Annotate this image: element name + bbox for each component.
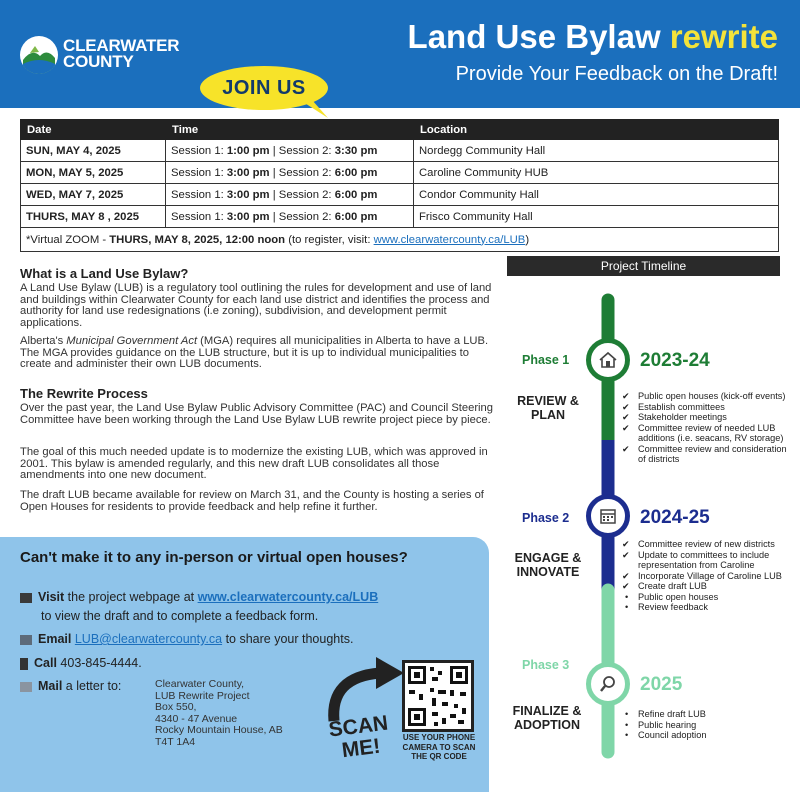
session-location: Caroline Community HUB xyxy=(414,162,779,184)
sessions-table xyxy=(20,119,779,252)
column-header-location: Location xyxy=(414,120,779,140)
qr-caption: USE YOUR PHONE CAMERA TO SCAN THE QR CODE xyxy=(402,733,476,761)
list-item: ✔ Public open houses (kick-off events) xyxy=(622,391,792,402)
phase-2-list xyxy=(622,539,792,613)
session-location: Frisco Community Hall xyxy=(414,206,779,228)
table-row xyxy=(21,140,779,162)
phase-1-year: 2023-24 xyxy=(640,350,710,371)
list-item: ✔ Incorporate Village of Caroline LUB xyxy=(622,571,792,582)
phase-2-year: 2024-25 xyxy=(640,507,710,528)
list-item: • Refine draft LUB xyxy=(622,709,792,720)
house-icon xyxy=(586,338,630,382)
mailing-address xyxy=(155,679,283,748)
logo-line-1: CLEARWATER xyxy=(63,36,180,55)
session-date: THURS, MAY 8 , 2025 xyxy=(21,206,166,228)
list-item: ✔ Create draft LUB xyxy=(622,581,792,592)
magnifier-icon xyxy=(586,662,630,706)
page-title xyxy=(408,18,778,56)
virtual-session-cell: *Virtual ZOOM - THURS, MAY 8, 2025, 12:00 noon (to register, visit: www.clearwatercounty.ca/LUB) xyxy=(21,228,779,252)
list-item: ✔ Stakeholder meetings xyxy=(622,412,792,423)
join-us-bubble: JOIN US xyxy=(200,66,328,110)
session-times: Session 1: 3:00 pm | Session 2: 6:00 pm xyxy=(166,206,414,228)
rewrite-paragraph-2: The goal of this much needed update is to modernize the existing LUB, which was approved in 2001. This bylaw is amended regularly, and this new draft LUB consolidates all those amendments into one new document. xyxy=(20,446,488,482)
phase-2-name: ENGAGE & INNOVATE xyxy=(514,551,582,579)
calendar-icon xyxy=(586,494,630,538)
phase-2-label: Phase 2 xyxy=(522,511,570,525)
address-line: 4340 - 47 Avenue xyxy=(155,712,238,725)
phase-3-label: Phase 3 xyxy=(522,658,570,672)
phone-icon xyxy=(20,658,28,670)
phase-1-label: Phase 1 xyxy=(522,353,570,367)
session-times: Session 1: 1:00 pm | Session 2: 3:30 pm xyxy=(166,140,414,162)
county-logo-icon xyxy=(20,36,58,74)
county-logo-text xyxy=(63,38,179,70)
address-line: LUB Rewrite Project xyxy=(155,689,250,702)
rewrite-paragraph-3: The draft LUB became available for review on March 31, and the County is hosting a series of Open Houses for residents to provide feedback and help refine it further. xyxy=(20,489,484,513)
rewrite-paragraph-1: Over the past year, the Land Use Bylaw Public Advisory Committee (PAC) and Council Steering Committee have been working through the Land Use Bylaw LUB rewrite project piece by piece. xyxy=(20,402,493,426)
session-date: WED, MAY 7, 2025 xyxy=(21,184,166,206)
table-row xyxy=(21,184,779,206)
virtual-session-row xyxy=(21,228,779,252)
mail-row: Mail a letter to: xyxy=(20,679,121,693)
what-is-paragraph-2: Alberta's Municipal Government Act (MGA) requires all municipalities in Alberta to have a LUB. The MGA provides guidance on the LUB structure, but it is up to individual municipalities to create and administer their own LUB documents. xyxy=(20,335,489,371)
feedback-title: Can't make it to any in-person or virtual open houses? xyxy=(20,549,408,566)
list-item: ✔ Establish committees xyxy=(622,402,792,413)
email-icon xyxy=(20,635,32,645)
phase-3-name: FINALIZE & ADOPTION xyxy=(512,704,582,732)
phase-3-list xyxy=(622,709,792,741)
call-row: Call 403-845-4444. xyxy=(20,656,142,670)
list-item: • Review feedback xyxy=(622,602,792,613)
session-location: Nordegg Community Hall xyxy=(414,140,779,162)
project-timeline-heading: Project Timeline xyxy=(507,256,780,276)
list-item: ✔ Committee review of new districts xyxy=(622,539,792,550)
column-header-date: Date xyxy=(21,120,166,140)
address-line: Clearwater County, xyxy=(155,678,245,690)
address-line: Box 550, xyxy=(155,701,197,713)
address-line: T4T 1A4 xyxy=(155,735,196,748)
table-row xyxy=(21,206,779,228)
phase-3-year: 2025 xyxy=(640,674,683,695)
list-item: • Public open houses xyxy=(622,592,792,603)
qr-code-icon[interactable] xyxy=(402,660,474,732)
visit-row: Visit the project webpage at www.clearwatercounty.ca/LUB xyxy=(20,590,378,604)
monitor-icon xyxy=(20,593,32,603)
what-is-heading: What is a Land Use Bylaw? xyxy=(20,266,189,281)
table-row xyxy=(21,162,779,184)
project-webpage-link[interactable]: www.clearwatercounty.ca/LUB xyxy=(197,590,379,604)
address-line: Rocky Mountain House, AB xyxy=(155,724,283,736)
envelope-icon xyxy=(20,682,32,692)
page-subtitle: Provide Your Feedback on the Draft! xyxy=(455,63,778,85)
register-link[interactable]: www.clearwatercounty.ca/LUB xyxy=(373,233,526,246)
logo-line-2: COUNTY xyxy=(63,52,134,71)
phase-1-list xyxy=(622,391,792,465)
list-item: ✔ Update to committees to include representation from Caroline xyxy=(622,550,792,571)
list-item: • Council adoption xyxy=(622,730,792,741)
email-row: Email LUB@clearwatercounty.ca to share your thoughts. xyxy=(20,632,353,646)
scan-me-text: SCAN ME! xyxy=(327,711,390,763)
session-location: Condor Community Hall xyxy=(414,184,779,206)
title-main: Land Use Bylaw xyxy=(407,18,670,55)
title-highlight: rewrite xyxy=(669,18,778,55)
list-item: ✔ Committee review and consideration of districts xyxy=(622,444,792,465)
phase-1-name: REVIEW & PLAN xyxy=(517,394,579,422)
visit-row-2: to view the draft and to complete a feedback form. xyxy=(41,609,319,623)
column-header-time: Time xyxy=(166,120,414,140)
list-item: • Public hearing xyxy=(622,720,792,731)
session-date: SUN, MAY 4, 2025 xyxy=(21,140,166,162)
list-item: ✔ Committee review of needed LUB additions (i.e. seacans, RV storage) xyxy=(622,423,792,444)
session-date: MON, MAY 5, 2025 xyxy=(21,162,166,184)
session-times: Session 1: 3:00 pm | Session 2: 6:00 pm xyxy=(166,162,414,184)
table-header-row xyxy=(21,120,779,140)
email-link[interactable]: LUB@clearwatercounty.ca xyxy=(74,632,223,646)
what-is-paragraph-1: A Land Use Bylaw (LUB) is a regulatory tool outlining the rules for development and use of land and buildings within Clearwater County for each land use district and identifies the process and authority for land use redesignations (i.e zoning), subdivision, and development permit applications. xyxy=(20,282,492,329)
session-times: Session 1: 3:00 pm | Session 2: 6:00 pm xyxy=(166,184,414,206)
rewrite-heading: The Rewrite Process xyxy=(20,386,148,401)
